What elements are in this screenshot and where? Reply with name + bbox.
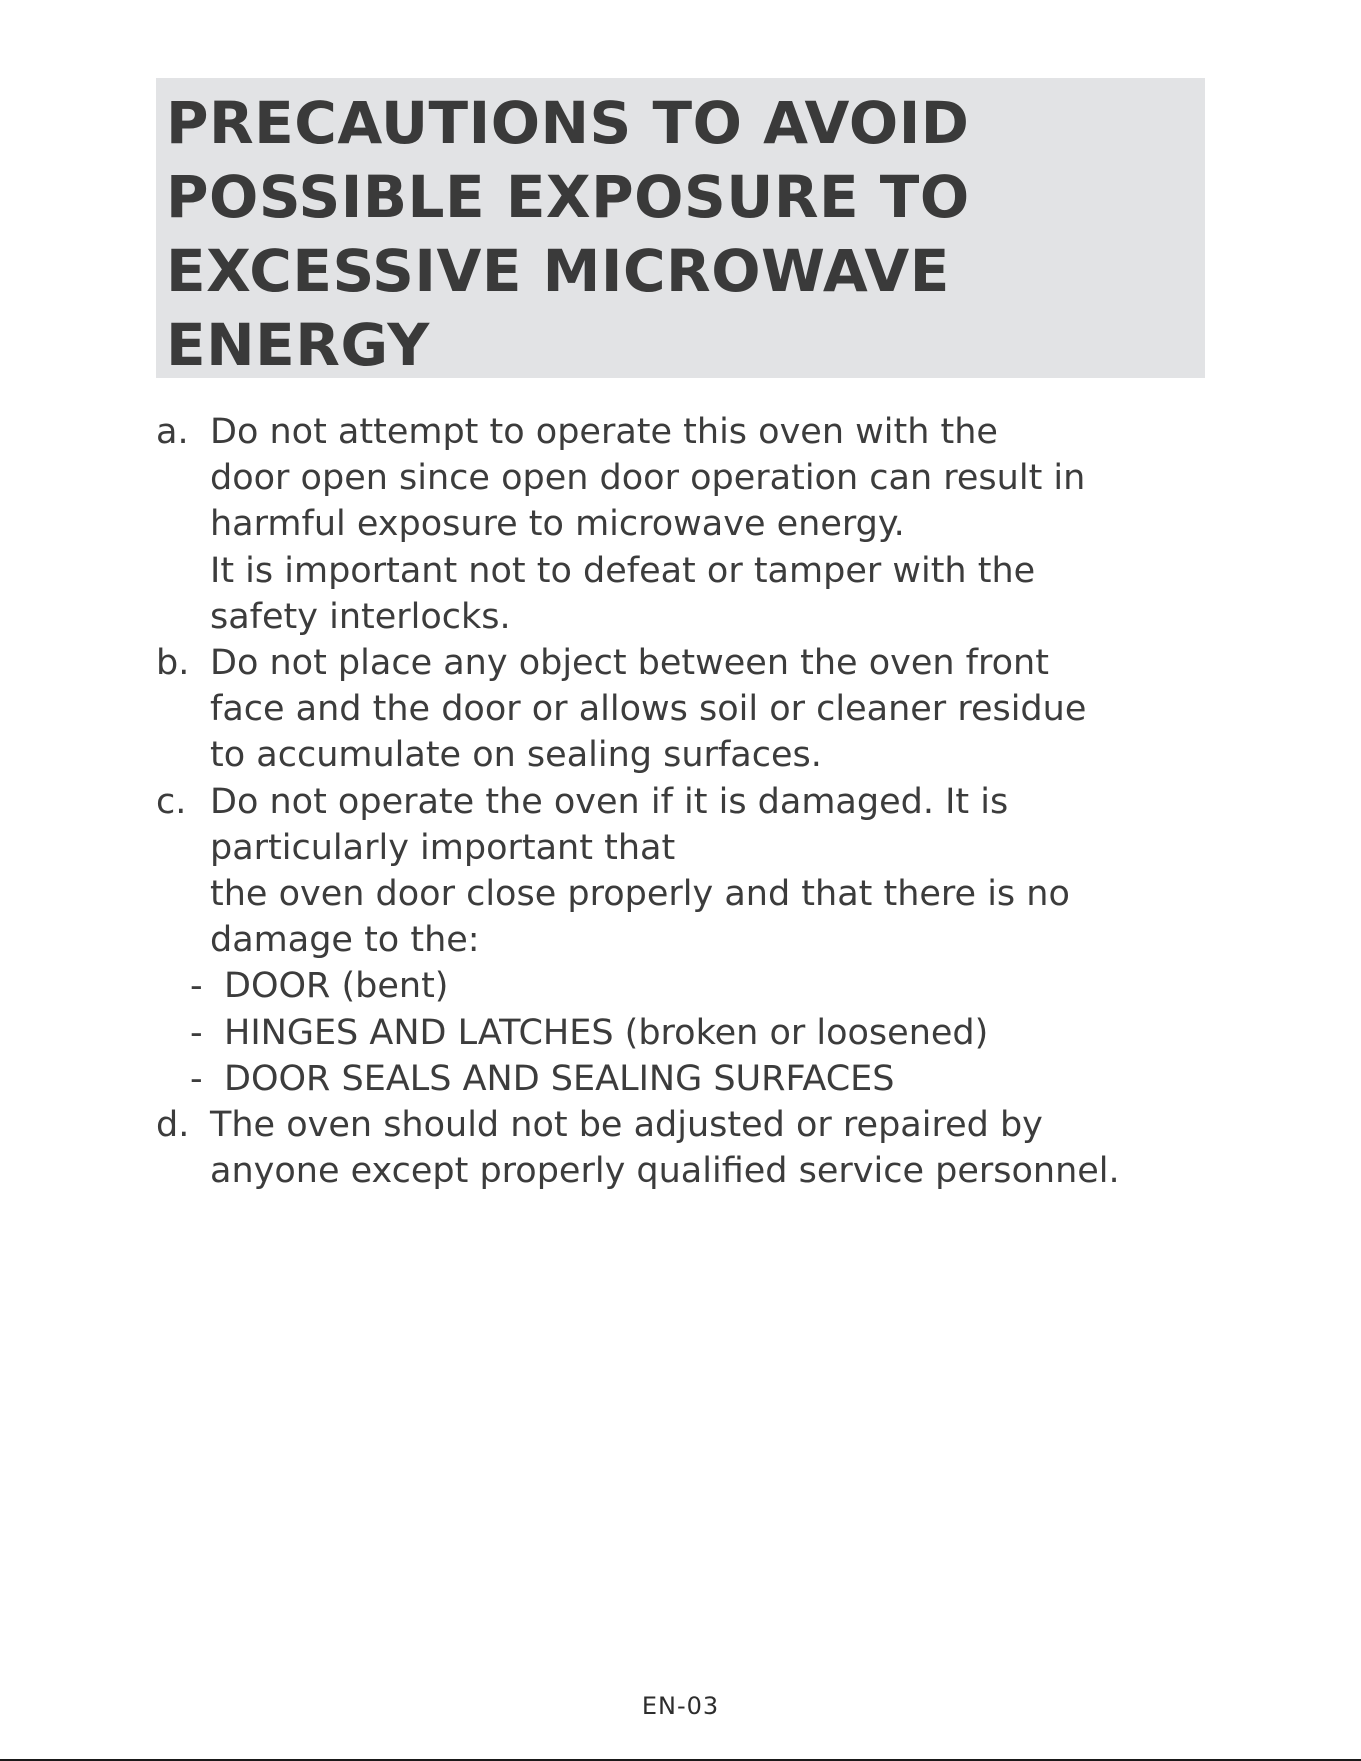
subitem-text: HINGES AND LATCHES (broken or loosened) (224, 1012, 989, 1053)
item-text-line: It is important not to defeat or tamper with the (210, 550, 1036, 591)
item-text-line: to accumulate on sealing surfaces. (210, 735, 822, 776)
section-title-line: POSSIBLE EXPOSURE TO (166, 163, 970, 231)
damage-subitem (156, 1010, 1256, 1056)
precaution-item-d (156, 1102, 1256, 1194)
item-text-line: harmful exposure to microwave energy. (210, 504, 905, 545)
section-title-line: PRECAUTIONS TO AVOID (166, 89, 970, 157)
subitem-text: DOOR (bent) (224, 966, 449, 1007)
item-text-line: face and the door or allows soil or cleaner residue (210, 689, 1087, 730)
section-title-box (156, 78, 1205, 378)
section-title-line: EXCESSIVE MICROWAVE (166, 237, 950, 305)
item-text-line: The oven should not be adjusted or repaired by (210, 1105, 1043, 1146)
precaution-item-a (156, 409, 1256, 640)
precaution-item-b (156, 640, 1256, 779)
page-number: EN-03 (641, 1692, 720, 1720)
item-text-line: anyone except properly qualified service personnel. (210, 1151, 1120, 1192)
subitem-dash: - (190, 1012, 203, 1053)
precautions-list (156, 409, 1256, 1194)
section-title-line: ENERGY (166, 311, 430, 379)
subitem-dash: - (190, 1058, 203, 1099)
damage-subitem (156, 1056, 1256, 1102)
item-letter: c. (156, 781, 187, 822)
item-letter: b. (156, 643, 190, 684)
item-letter: d. (156, 1105, 190, 1146)
item-text-line: particularly important that (210, 827, 676, 868)
subitem-dash: - (190, 966, 203, 1007)
subitem-text: DOOR SEALS AND SEALING SURFACES (224, 1058, 895, 1099)
item-text-line: door open since open door operation can result in (210, 458, 1086, 499)
item-text-line: damage to the: (210, 920, 480, 961)
item-text-line: Do not operate the oven if it is damaged. It is (210, 781, 1009, 822)
item-letter: a. (156, 412, 189, 452)
item-text-line: safety interlocks. (210, 596, 511, 637)
damage-subitem (156, 963, 1256, 1009)
precaution-item-c (156, 779, 1256, 1102)
item-text-line: the oven door close properly and that there is no (210, 874, 1070, 915)
item-text-line: Do not place any object between the oven front (210, 643, 1049, 684)
item-text-line: Do not attempt to operate this oven with the (210, 412, 998, 452)
